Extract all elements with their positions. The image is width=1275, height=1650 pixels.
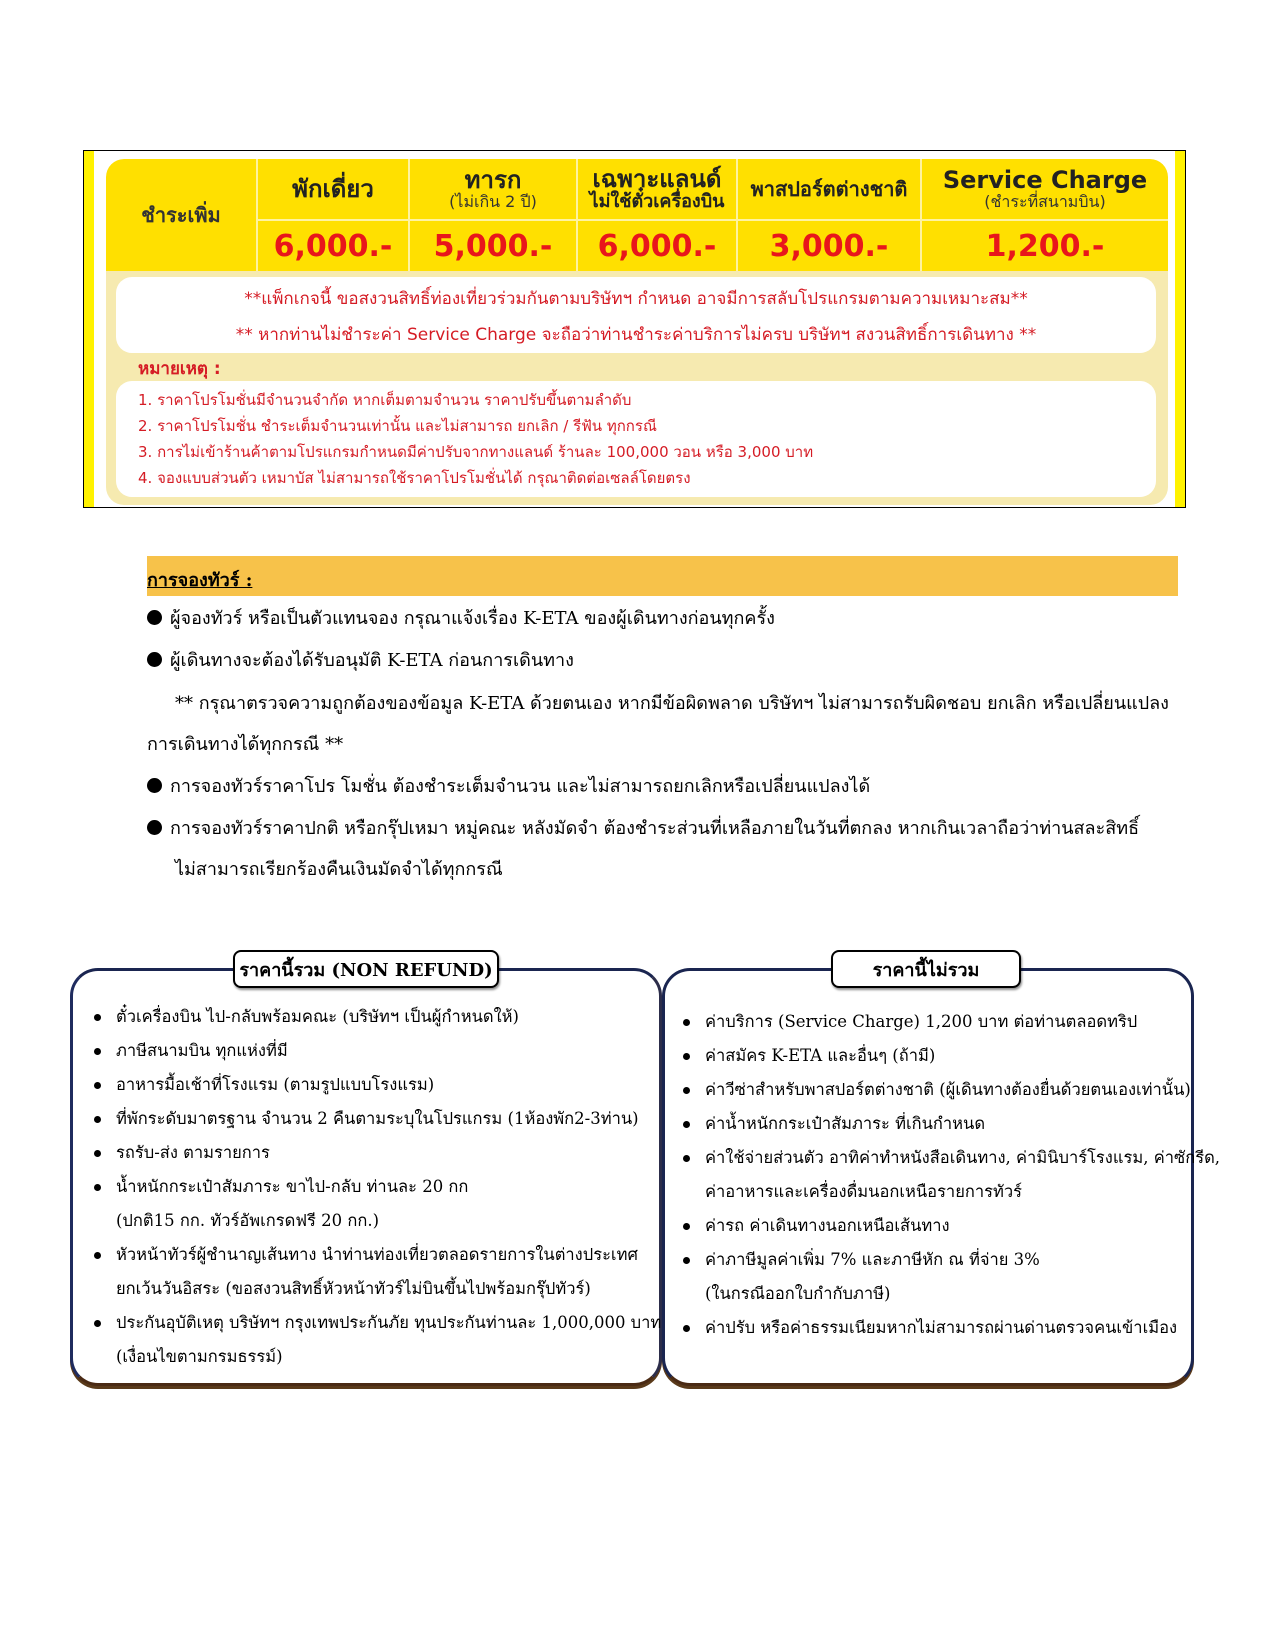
list-item <box>681 1073 1220 1107</box>
list-item <box>681 1243 1220 1277</box>
column-header-infant <box>408 159 576 221</box>
price-land-only: 6,000.- <box>576 221 736 271</box>
list-item-text: ภาษีสนามบิน ทุกแห่งที่มี <box>116 1041 288 1060</box>
list-item-continuation <box>681 1277 1220 1311</box>
list-item <box>681 1039 1220 1073</box>
list-item-continuation <box>92 1340 661 1374</box>
bullet-icon <box>147 610 162 625</box>
list-item-text: (เงื่อนไขตามกรมธรรม์) <box>116 1347 283 1366</box>
bullet-icon <box>94 1184 101 1191</box>
list-item <box>92 1034 661 1068</box>
list-item-continuation <box>92 1272 661 1306</box>
list-item-text: ที่พักระดับมาตรฐาน จำนวน 2 คืนตามระบุในโปรแกรม (1ห้องพัก2-3ท่าน) <box>116 1109 639 1128</box>
column-header-single-room <box>256 159 408 221</box>
list-item-continuation <box>92 1204 661 1238</box>
booking-item-text: การจองทัวร์ราคาโปร โมชั่น ต้องชำระเต็มจำนวน และไม่สามารถยกเลิกหรือเปลี่ยนแปลงได้ <box>170 776 871 797</box>
list-item <box>92 1102 661 1136</box>
remarks-title: หมายเหตุ : <box>138 359 221 379</box>
includes-title: ราคานี้รวม (NON REFUND) <box>233 950 499 988</box>
list-item <box>92 1306 661 1340</box>
booking-item <box>147 648 1187 674</box>
notice-line: ** หากท่านไม่ชำระค่า Service Charge จะถือว่าท่านชำระค่าบริการไม่ครบ บริษัทฯ สงวนสิทธิ์การเดินทาง ** <box>235 325 1037 345</box>
list-item-text: ประกันอุบัติเหตุ บริษัทฯ กรุงเทพประกันภัย ทุนประกันท่านละ 1,000,000 บาท <box>116 1313 662 1332</box>
column-title: ทารก <box>464 166 522 194</box>
bullet-icon <box>683 1053 690 1060</box>
column-header-service-charge <box>920 159 1168 221</box>
list-item-text: (ปกติ15 กก. ทัวร์อัพเกรดฟรี 20 กก.) <box>116 1211 380 1230</box>
list-item <box>92 1000 661 1034</box>
bullet-icon <box>683 1257 690 1264</box>
notice-line: **แพ็กเกจนี้ ขอสงวนสิทธิ์ท่องเที่ยวร่วมกันตามบริษัทฯ กำหนด อาจมีการสลับโปรแกรมตามความเหมาะสม** <box>244 289 1028 309</box>
list-item-text: ค่าใช้จ่ายส่วนตัว อาทิค่าทำหนังสือเดินทาง, ค่ามินิบาร์โรงแรม, ค่าซักรีด, <box>705 1148 1221 1167</box>
column-subtitle: (ไม่เกิน 2 ปี) <box>449 192 537 212</box>
list-item <box>681 1311 1220 1345</box>
list-item-text: ค่าอาหารและเครื่องดื่มนอกเหนือรายการทัวร์ <box>705 1182 1022 1201</box>
promo-panel <box>106 159 1168 505</box>
remark-item: 4. จองแบบส่วนตัว เหมาบัส ไม่สามารถใช้ราคาโปรโมชั่นได้ กรุณาติดต่อเซลล์โดยตรง <box>138 469 691 487</box>
list-item-text: หัวหน้าทัวร์ผู้ชำนาญเส้นทาง นำท่านท่องเที่ยวตลอดรายการในต่างประเทศ <box>116 1245 638 1264</box>
booking-heading: การจองทัวร์ : <box>147 570 253 591</box>
list-item <box>92 1136 661 1170</box>
bullet-icon <box>683 1121 690 1128</box>
list-item-text: รถรับ-ส่ง ตามรายการ <box>116 1143 270 1162</box>
list-item <box>92 1170 661 1204</box>
list-item-text: ค่าสมัคร K-ETA และอื่นๆ (ถ้ามี) <box>705 1046 936 1065</box>
list-item <box>681 1141 1220 1175</box>
price-foreign-passport: 3,000.- <box>736 221 920 271</box>
bullet-icon <box>94 1014 101 1021</box>
booking-item-continuation: ไม่สามารถเรียกร้องคืนเงินมัดจำได้ทุกกรณี <box>175 859 503 880</box>
list-item-text: ค่าบริการ (Service Charge) 1,200 บาท ต่อท่านตลอดทริป <box>705 1012 1138 1031</box>
remark-item: 1. ราคาโปรโมชั่นมีจำนวนจำกัด หากเต็มตามจำนวน ราคาปรับขึ้นตามลำดับ <box>138 391 632 409</box>
bullet-icon <box>147 652 162 667</box>
list-item <box>92 1068 661 1102</box>
booking-item-text: การจองทัวร์ราคาปกติ หรือกรุ๊ปเหมา หมู่คณะ หลังมัดจำ ต้องชำระส่วนที่เหลือภายในวันที่ตกลง หากเกินเวลาถือว่าท่านสละสิทธิ์ <box>170 818 1140 839</box>
yellow-edge-left <box>84 151 94 507</box>
bullet-icon <box>147 778 162 793</box>
column-title: พาสปอร์ตต่างชาติ <box>750 177 908 201</box>
list-item-text: น้ำหนักกระเป๋าสัมภาระ ขาไป-กลับ ท่านละ 20 กก <box>116 1177 469 1196</box>
list-item-text: ค่าปรับ หรือค่าธรรมเนียมหากไม่สามารถผ่านด่านตรวจคนเข้าเมือง <box>705 1318 1178 1337</box>
booking-note-line2: การเดินทางได้ทุกกรณี ** <box>147 734 344 755</box>
column-header-land-only <box>576 159 736 221</box>
includes-list <box>92 1000 661 1374</box>
yellow-edge-right <box>1175 151 1185 507</box>
bullet-icon <box>683 1155 690 1162</box>
remarks-list <box>116 381 1156 497</box>
price-single-room: 6,000.- <box>256 221 408 271</box>
excludes-list <box>681 1005 1220 1345</box>
column-subtitle: (ชำระที่สนามบิน) <box>984 192 1106 212</box>
bullet-icon <box>94 1116 101 1123</box>
list-item-continuation <box>681 1175 1220 1209</box>
list-item-text: ค่าภาษีมูลค่าเพิ่ม 7% และภาษีหัก ณ ที่จ่าย 3% <box>705 1250 1040 1269</box>
column-title: เฉพาะแลนด์ <box>592 164 722 193</box>
price-infant: 5,000.- <box>408 221 576 271</box>
booking-item <box>147 816 1187 842</box>
column-subtitle: ไม่ใช้ตั๋วเครื่องบิน <box>589 191 725 213</box>
bullet-icon <box>94 1082 101 1089</box>
excludes-title: ราคานี้ไม่รวม <box>831 950 1021 988</box>
list-item <box>681 1005 1220 1039</box>
bullet-icon <box>94 1320 101 1327</box>
bullet-icon <box>683 1087 690 1094</box>
remark-item: 2. ราคาโปรโมชั่น ชำระเต็มจำนวนเท่านั้น และไม่สามารถ ยกเลิก / รีฟัน ทุกกรณี <box>138 417 657 435</box>
list-item-text: ค่าวีซ่าสำหรับพาสปอร์ตต่างชาติ (ผู้เดินทางต้องยื่นด้วยตนเองเท่านั้น) <box>705 1080 1191 1099</box>
booking-item-text: ผู้จองทัวร์ หรือเป็นตัวแทนจอง กรุณาแจ้งเรื่อง K-ETA ของผู้เดินทางก่อนทุกครั้ง <box>170 608 775 629</box>
list-item <box>681 1107 1220 1141</box>
column-title: พักเดี่ยว <box>292 174 374 203</box>
booking-item <box>147 774 1187 800</box>
surcharge-row-label: ชำระเพิ่ม <box>141 203 221 227</box>
list-item <box>681 1209 1220 1243</box>
booking-item <box>147 606 1187 632</box>
column-header-foreign-passport <box>736 159 920 221</box>
booking-header-bar <box>147 556 1178 596</box>
booking-item-text: ผู้เดินทางจะต้องได้รับอนุมัติ K-ETA ก่อนการเดินทาง <box>170 650 574 671</box>
booking-note-line1: ** กรุณาตรวจความถูกต้องของข้อมูล K-ETA ด้วยตนเอง หากมีข้อผิดพลาด บริษัทฯ ไม่สามารถรับผิดชอบ ยกเลิก หรือเปลี่ยนแปลง <box>175 693 1169 714</box>
bullet-icon <box>683 1223 690 1230</box>
bullet-icon <box>683 1325 690 1332</box>
list-item-text: ยกเว้นวันอิสระ (ขอสงวนสิทธิ์หัวหน้าทัวร์ไม่บินขึ้นไปพร้อมกรุ๊ปทัวร์) <box>116 1279 591 1298</box>
price-service-charge: 1,200.- <box>920 221 1168 271</box>
bullet-icon <box>94 1150 101 1157</box>
surcharge-table <box>106 159 1168 271</box>
list-item-text: ค่าน้ำหนักกระเป๋าสัมภาระ ที่เกินกำหนด <box>705 1114 986 1133</box>
promo-notice-box <box>116 277 1156 353</box>
list-item-text: (ในกรณีออกใบกำกับภาษี) <box>705 1284 891 1303</box>
list-item-text: อาหารมื้อเช้าที่โรงแรม (ตามรูปแบบโรงแรม) <box>116 1075 435 1094</box>
list-item <box>92 1238 661 1272</box>
bullet-icon <box>147 820 162 835</box>
list-item-text: ตั๋วเครื่องบิน ไป-กลับพร้อมคณะ (บริษัทฯ เป็นผู้กำหนดให้) <box>116 1007 519 1026</box>
bullet-icon <box>94 1252 101 1259</box>
bullet-icon <box>94 1048 101 1055</box>
promo-pricing-banner <box>83 150 1186 508</box>
list-item-text: ค่ารถ ค่าเดินทางนอกเหนือเส้นทาง <box>705 1216 950 1235</box>
column-title: Service Charge <box>942 166 1148 194</box>
remark-item: 3. การไม่เข้าร้านค้าตามโปรแกรมกำหนดมีค่าปรับจากทางแลนด์ ร้านละ 100,000 วอน หรือ 3,000 บาท <box>138 443 814 461</box>
bullet-icon <box>683 1019 690 1026</box>
